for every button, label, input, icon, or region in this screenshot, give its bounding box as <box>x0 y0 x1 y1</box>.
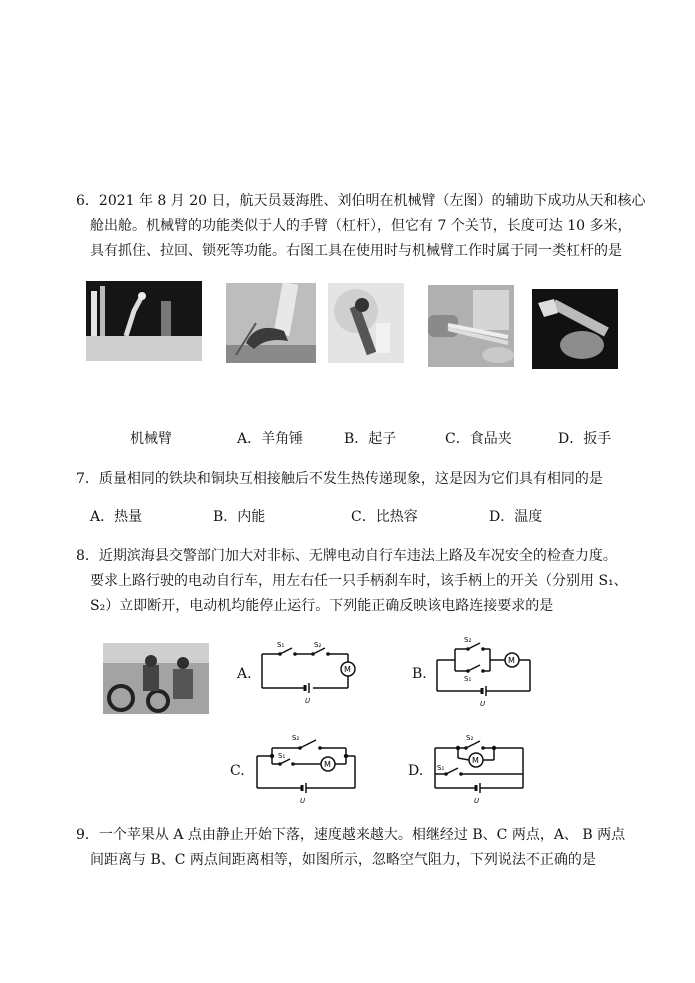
q8-line-2: 要求上路行驶的电动自行车，用左右任一只手柄刹车时，该手柄上的开关（分别用 S₁、 <box>90 573 628 589</box>
caption-option-c: C．食品夹 <box>445 431 512 447</box>
electric-bike-photo <box>103 643 209 714</box>
wrench-photo <box>532 289 618 369</box>
circuit-d-voltage: U <box>474 797 480 805</box>
circuit-c-s2: S₂ <box>292 734 300 742</box>
claw-hammer-photo <box>226 283 316 363</box>
circuit-a-diagram <box>255 640 370 705</box>
circuit-c-s1: S₁ <box>278 752 286 760</box>
circuit-label-d: D. <box>408 763 424 779</box>
bottle-opener-photo <box>328 283 404 363</box>
wrench-illustration <box>532 289 618 369</box>
caption-option-d: D．扳手 <box>558 431 612 447</box>
q6-line-3: 具有抓住、拉回、锁死等功能。右图工具在使用时与机械臂工作时属于同一类杠杆的是 <box>90 243 622 259</box>
circuit-d-s1: S₁ <box>437 764 445 772</box>
circuit-b-motor: M <box>508 656 515 665</box>
caption-robotic-arm: 机械臂 <box>130 431 172 447</box>
circuit-a-voltage: U <box>305 697 311 705</box>
circuit-d-s2: S₂ <box>466 734 474 742</box>
circuit-a-s1: S₁ <box>277 641 285 649</box>
circuit-b-diagram <box>430 633 540 708</box>
circuit-label-a: A. <box>237 666 252 682</box>
circuit-b-s2: S₂ <box>464 636 472 644</box>
bottle-opener-illustration <box>328 283 404 363</box>
q8-line-3: S₂）立即断开，电动机均能停止运行。下列能正确反映该电路连接要求的是 <box>90 598 554 614</box>
caption-option-b: B．起子 <box>344 431 397 447</box>
q6-line-2: 舱出舱。机械臂的功能类似于人的手臂（杠杆），但它有 7 个关节，长度可达 10 多米， <box>90 218 632 234</box>
circuit-b-voltage: U <box>480 700 486 708</box>
circuit-b-s1: S₁ <box>464 675 472 683</box>
food-tongs-illustration <box>428 285 514 367</box>
caption-option-a: A．羊角锤 <box>237 431 304 447</box>
electric-bike-illustration <box>103 643 209 714</box>
q7-option-b: B．内能 <box>213 509 266 525</box>
q6-line-1: 6．2021 年 8 月 20 日，航天员聂海胜、刘伯明在机械臂（左图）的辅助下成功从天和核心 <box>76 193 646 209</box>
circuit-d-diagram <box>428 730 533 805</box>
circuit-c-diagram <box>250 730 365 805</box>
robotic-arm-illustration <box>86 281 202 361</box>
circuit-label-b: B. <box>412 666 427 682</box>
q7-option-d: D．温度 <box>489 509 543 525</box>
circuit-c-voltage: U <box>300 797 306 805</box>
q7-option-a: A．热量 <box>90 509 143 525</box>
circuit-a-s2: S₂ <box>314 641 322 649</box>
claw-hammer-illustration <box>226 283 316 363</box>
q9-line-2: 间距离与 B、C 两点间距离相等，如图所示，忽略空气阻力，下列说法不正确的是 <box>90 852 596 868</box>
q9-line-1: 9．一个苹果从 A 点由静止开始下落，速度越来越大。相继经过 B、C 两点，A、 B 两点 <box>76 827 626 843</box>
circuit-d-motor: M <box>472 756 479 765</box>
q7-option-c: C．比热容 <box>351 509 418 525</box>
food-tongs-photo <box>428 285 514 367</box>
circuit-a-motor: M <box>344 665 351 674</box>
q8-line-1: 8．近期滨海县交警部门加大对非标、无牌电动自行车违法上路及车况安全的检查力度。 <box>76 548 617 564</box>
circuit-label-c: C. <box>230 763 245 779</box>
circuit-c-motor: M <box>324 760 331 769</box>
q7-stem: 7．质量相同的铁块和铜块互相接触后不发生热传递现象，这是因为它们具有相同的是 <box>76 471 603 487</box>
robotic-arm-photo <box>86 281 202 361</box>
